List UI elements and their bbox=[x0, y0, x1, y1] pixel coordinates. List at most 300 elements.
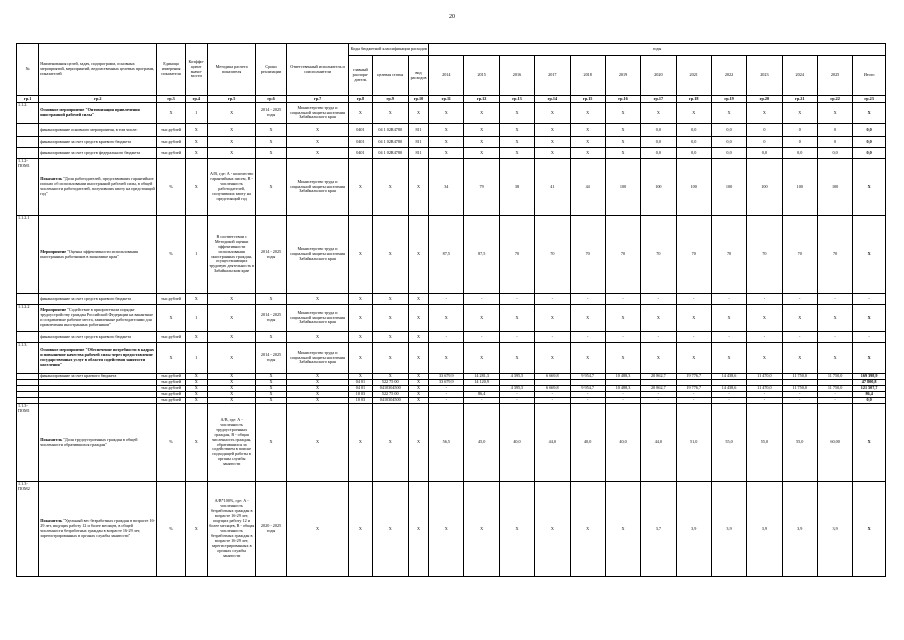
row-unit: % bbox=[157, 404, 185, 482]
row-kbk-vr: Х bbox=[408, 159, 428, 216]
row-method: Х bbox=[207, 124, 255, 137]
row-responsible: Х bbox=[286, 482, 349, 577]
row-kbk-vr: 811 bbox=[408, 137, 428, 148]
row-year-value: Х bbox=[641, 343, 676, 374]
header-unit: Единица измерения показателя bbox=[157, 44, 185, 96]
row-kbk-vr: Х bbox=[408, 392, 428, 398]
row-year-value: 100 bbox=[747, 159, 782, 216]
row-year-value: - bbox=[570, 332, 605, 343]
row-year-value: 0,0 bbox=[641, 137, 676, 148]
row-unit: тыс.рублей bbox=[157, 380, 185, 386]
row-responsible: Х bbox=[286, 398, 349, 404]
row-year-value: 20 862,7 bbox=[641, 386, 676, 392]
row-year-value: 11 750,0 bbox=[782, 386, 817, 392]
row-coef: Х bbox=[185, 398, 207, 404]
row-number bbox=[17, 148, 39, 159]
row-year-value: Х bbox=[711, 103, 746, 124]
row-year-value: - bbox=[711, 294, 746, 305]
row-year-value: - bbox=[429, 294, 464, 305]
row-year-value: 4 395,5 bbox=[499, 374, 534, 380]
row-year-value: 0,0 bbox=[676, 137, 711, 148]
header-year: 2016 bbox=[499, 56, 534, 96]
row-kbk-cs: Х bbox=[372, 374, 408, 380]
header-year: 2025 bbox=[817, 56, 852, 96]
row-year-value: - bbox=[711, 332, 746, 343]
row-year-value: Х bbox=[747, 343, 782, 374]
row-year-value: 0 bbox=[817, 124, 852, 137]
row-year-value: - bbox=[817, 398, 852, 404]
row-year-value: Х bbox=[570, 137, 605, 148]
header-kbk-cs: целевая статья bbox=[372, 56, 408, 96]
row-year-value: Х bbox=[429, 482, 464, 577]
row-year-value: 87,5 bbox=[429, 216, 464, 294]
column-number: гр.11 bbox=[429, 96, 464, 103]
row-method: Х bbox=[207, 398, 255, 404]
row-name-text: финансирование основного мероприятия, в том числе: bbox=[40, 126, 138, 132]
row-total: 169 398,9 bbox=[853, 374, 886, 380]
row-period: 2014 - 2025 годы bbox=[256, 305, 286, 332]
row-year-value: Х bbox=[499, 305, 534, 332]
row-number: 1.1.3-ПОМ2 bbox=[17, 482, 39, 577]
row-number: 1.1.3. bbox=[17, 343, 39, 374]
column-number: гр.2 bbox=[39, 96, 157, 103]
row-year-value: - bbox=[499, 398, 534, 404]
row-year-value: Х bbox=[817, 343, 852, 374]
row-year-value: 70 bbox=[535, 216, 570, 294]
row-year-value: 0,0 bbox=[676, 148, 711, 159]
row-name-bold: Показатель bbox=[40, 518, 63, 524]
row-year-value: 0 bbox=[817, 137, 852, 148]
row-year-value: 100 bbox=[817, 159, 852, 216]
column-number: гр.21 bbox=[782, 96, 817, 103]
header-year: 2020 bbox=[641, 56, 676, 96]
row-kbk-cs: 04 1 02R4780 bbox=[372, 148, 408, 159]
row-year-value: Х bbox=[535, 124, 570, 137]
row-unit: тыс.рублей bbox=[157, 124, 185, 137]
row-name bbox=[39, 137, 157, 148]
column-number: гр.14 bbox=[535, 96, 570, 103]
row-method: Х bbox=[207, 294, 255, 305]
row-year-value: - bbox=[676, 392, 711, 398]
row-year-value: 9 954,7 bbox=[570, 386, 605, 392]
row-year-value: Х bbox=[464, 343, 499, 374]
row-total: 121 507,7 bbox=[853, 386, 886, 392]
row-year-value: Х bbox=[711, 343, 746, 374]
row-name bbox=[39, 148, 157, 159]
header-year: 2021 bbox=[676, 56, 711, 96]
table-row bbox=[17, 216, 886, 294]
row-year-value: Х bbox=[464, 137, 499, 148]
column-number: гр.4 bbox=[185, 96, 207, 103]
header-year: 2023 bbox=[747, 56, 782, 96]
row-responsible: Х bbox=[286, 404, 349, 482]
row-kbk-cs: 0410304500 bbox=[372, 398, 408, 404]
column-number: гр.7 bbox=[286, 96, 349, 103]
row-year-value: Х bbox=[570, 148, 605, 159]
row-year-value: 0,0 bbox=[641, 124, 676, 137]
row-year-value: 100 bbox=[676, 159, 711, 216]
row-year-value: - bbox=[641, 398, 676, 404]
row-year-value: Х bbox=[429, 343, 464, 374]
row-year-value: Х bbox=[782, 103, 817, 124]
row-kbk-gr: Х bbox=[349, 343, 372, 374]
row-kbk-gr: Х bbox=[349, 482, 372, 577]
row-total: Х bbox=[853, 305, 886, 332]
row-year-value: - bbox=[535, 294, 570, 305]
row-responsible: Х bbox=[286, 332, 349, 343]
row-total: 0,0 bbox=[853, 124, 886, 137]
row-year-value: 60,00 bbox=[817, 404, 852, 482]
row-name bbox=[39, 404, 157, 482]
table-body bbox=[17, 103, 886, 577]
row-unit: тыс.рублей bbox=[157, 332, 185, 343]
header-year: 2018 bbox=[570, 56, 605, 96]
row-total: 86,4 bbox=[853, 392, 886, 398]
row-year-value: - bbox=[747, 392, 782, 398]
row-year-value: Х bbox=[499, 148, 534, 159]
row-name-text: финансирование за счет средств краевого бюджета bbox=[40, 138, 131, 144]
row-year-value: 44,0 bbox=[641, 404, 676, 482]
row-year-value: 0,0 bbox=[711, 148, 746, 159]
row-year-value: Х bbox=[464, 305, 499, 332]
column-number: гр.13 bbox=[499, 96, 534, 103]
row-year-value: Х bbox=[464, 124, 499, 137]
row-total: Х bbox=[853, 482, 886, 577]
row-method: Х bbox=[207, 343, 255, 374]
row-year-value: Х bbox=[605, 482, 640, 577]
row-kbk-cs: Х bbox=[372, 216, 408, 294]
row-year-value: Х bbox=[570, 305, 605, 332]
row-number: 1.1.2.1 bbox=[17, 216, 39, 294]
row-year-value: - bbox=[499, 332, 534, 343]
row-year-value: Х bbox=[747, 305, 782, 332]
row-coef: Х bbox=[185, 380, 207, 386]
row-year-value: Х bbox=[429, 305, 464, 332]
row-year-value: 0,0 bbox=[711, 124, 746, 137]
row-kbk-gr: 0401 bbox=[349, 124, 372, 137]
row-unit: тыс.рублей bbox=[157, 137, 185, 148]
row-kbk-cs: 522 75 00 bbox=[372, 392, 408, 398]
row-unit: тыс.рублей bbox=[157, 374, 185, 380]
row-period: 2020 - 2025 годы bbox=[256, 482, 286, 577]
header-coef: Коэффи-циент значи-мости bbox=[185, 44, 207, 96]
row-year-value: Х bbox=[570, 343, 605, 374]
header-year: 2017 bbox=[535, 56, 570, 96]
header-year: 2019 bbox=[605, 56, 640, 96]
row-coef: Х bbox=[185, 294, 207, 305]
row-kbk-cs: Х bbox=[372, 404, 408, 482]
row-coef: Х bbox=[185, 148, 207, 159]
row-year-value: Х bbox=[570, 103, 605, 124]
row-period: Х bbox=[256, 159, 286, 216]
row-kbk-cs: Х bbox=[372, 294, 408, 305]
row-year-value: 0,0 bbox=[711, 137, 746, 148]
row-year-value: 3,9 bbox=[782, 482, 817, 577]
row-coef: Х bbox=[185, 392, 207, 398]
row-year-value: Х bbox=[605, 343, 640, 374]
row-year-value: - bbox=[676, 332, 711, 343]
row-method: Х bbox=[207, 103, 255, 124]
row-name bbox=[39, 305, 157, 332]
row-year-value: Х bbox=[535, 482, 570, 577]
row-year-value: 11 750,0 bbox=[817, 374, 852, 380]
row-year-value: 33 679,9 bbox=[429, 380, 464, 386]
row-year-value: - bbox=[499, 294, 534, 305]
row-year-value: Х bbox=[676, 343, 711, 374]
row-year-value: - bbox=[782, 294, 817, 305]
row-total: 0,0 bbox=[853, 398, 886, 404]
row-kbk-vr: Х bbox=[408, 103, 428, 124]
row-year-value: 0,0 bbox=[817, 148, 852, 159]
row-year-value: 56,5 bbox=[429, 404, 464, 482]
row-year-value: 40,0 bbox=[499, 404, 534, 482]
row-year-value: 0,0 bbox=[676, 124, 711, 137]
row-unit: тыс.рублей bbox=[157, 386, 185, 392]
row-year-value: - bbox=[535, 392, 570, 398]
row-kbk-gr: Х bbox=[349, 305, 372, 332]
row-total: Х bbox=[853, 404, 886, 482]
row-year-value: Х bbox=[429, 124, 464, 137]
row-name-bold: Основное мероприятие "Обеспечение потребности в кадрах и повышение качества рабочей силы через предоставление государственных услуг в области содействия занятости населения" bbox=[40, 347, 154, 367]
row-kbk-gr: Х bbox=[349, 332, 372, 343]
row-year-value: 10 488,3 bbox=[605, 374, 640, 380]
row-year-value: - bbox=[464, 398, 499, 404]
row-year-value: - bbox=[676, 398, 711, 404]
row-responsible: Х bbox=[286, 374, 349, 380]
row-unit: Х bbox=[157, 103, 185, 124]
row-kbk-vr: Х bbox=[408, 374, 428, 380]
row-number bbox=[17, 332, 39, 343]
row-year-value: 70 bbox=[747, 216, 782, 294]
row-year-value: - bbox=[817, 392, 852, 398]
row-method: А/В, где: А - численность трудоустроенных граждан, В - общая численность граждан, обратившихся за содействием в поиске подходящей работы в органы службы занятости bbox=[207, 404, 255, 482]
row-total: 47 800,8 bbox=[853, 380, 886, 386]
table-row bbox=[17, 343, 886, 374]
row-coef: 1 bbox=[185, 216, 207, 294]
row-kbk-gr: 04 01 bbox=[349, 386, 372, 392]
row-year-value: 70 bbox=[641, 216, 676, 294]
row-year-value: 79 bbox=[464, 159, 499, 216]
row-name bbox=[39, 124, 157, 137]
row-year-value: Х bbox=[605, 305, 640, 332]
row-name-text: "Доля работодателей, представивших гарантийное письмо об использовании иностранной рабочей силы, в общей численности работодателей, получивших квоту на предстоящий год" bbox=[40, 176, 155, 196]
row-kbk-vr: Х bbox=[408, 386, 428, 392]
column-number: гр.6 bbox=[256, 96, 286, 103]
row-kbk-vr: Х bbox=[408, 343, 428, 374]
row-number bbox=[17, 294, 39, 305]
row-kbk-vr: Х bbox=[408, 482, 428, 577]
row-period: Х bbox=[256, 380, 286, 386]
column-number: гр.18 bbox=[676, 96, 711, 103]
row-period: Х bbox=[256, 374, 286, 380]
row-year-value: Х bbox=[641, 305, 676, 332]
row-year-value: Х bbox=[499, 343, 534, 374]
row-year-value: 14 120,9 bbox=[464, 380, 499, 386]
column-numbers-row bbox=[17, 96, 886, 103]
table-row bbox=[17, 482, 886, 577]
row-year-value: 19 776,7 bbox=[676, 386, 711, 392]
row-year-value: Х bbox=[535, 103, 570, 124]
row-period: Х bbox=[256, 386, 286, 392]
row-unit: тыс.рублей bbox=[157, 398, 185, 404]
row-year-value: - bbox=[429, 398, 464, 404]
row-responsible: Х bbox=[286, 392, 349, 398]
row-period: Х bbox=[256, 398, 286, 404]
row-year-value: Х bbox=[676, 305, 711, 332]
row-kbk-vr: Х bbox=[408, 404, 428, 482]
row-year-value: 40,0 bbox=[605, 404, 640, 482]
row-kbk-cs: Х bbox=[372, 343, 408, 374]
row-kbk-gr: 0401 bbox=[349, 137, 372, 148]
row-year-value: - bbox=[641, 332, 676, 343]
row-kbk-gr: 10 03 bbox=[349, 392, 372, 398]
row-kbk-vr: Х bbox=[408, 216, 428, 294]
row-year-value: 3,9 bbox=[676, 482, 711, 577]
row-year-value: Х bbox=[535, 343, 570, 374]
row-unit: % bbox=[157, 216, 185, 294]
row-responsible: Х bbox=[286, 386, 349, 392]
row-year-value: 51,0 bbox=[676, 404, 711, 482]
row-kbk-cs: Х bbox=[372, 103, 408, 124]
row-year-value: Х bbox=[570, 124, 605, 137]
row-name-bold: Мероприятие bbox=[40, 307, 67, 313]
row-year-value: - bbox=[747, 294, 782, 305]
row-kbk-gr: Х bbox=[349, 216, 372, 294]
row-kbk-vr: 811 bbox=[408, 148, 428, 159]
header-period: Сроки реализации bbox=[256, 44, 286, 96]
row-total: Х bbox=[853, 103, 886, 124]
row-year-value: - bbox=[711, 392, 746, 398]
row-year-value: 55,0 bbox=[747, 404, 782, 482]
row-year-value: - bbox=[747, 332, 782, 343]
row-kbk-vr: Х bbox=[408, 380, 428, 386]
row-name-text: "Удельный вес безработных граждан в возрасте 16-29 лет, ищущих работу 12 и более месяцев, в общей численности безработных граждан в возрасте 16-29 лет, зарегистрированных в органах службы занятости" bbox=[40, 518, 155, 538]
row-year-value: Х bbox=[605, 124, 640, 137]
row-coef: Х bbox=[185, 374, 207, 380]
row-year-value: Х bbox=[499, 103, 534, 124]
row-year-value: 9 954,7 bbox=[570, 374, 605, 380]
row-period: Х bbox=[256, 294, 286, 305]
row-year-value: - bbox=[429, 386, 464, 392]
row-year-value: 70 bbox=[782, 216, 817, 294]
header-kbk-gr: главный распоря-дитель bbox=[349, 56, 372, 96]
row-year-value: Х bbox=[711, 305, 746, 332]
row-kbk-cs: Х bbox=[372, 159, 408, 216]
row-unit: Х bbox=[157, 343, 185, 374]
row-year-value: - bbox=[711, 398, 746, 404]
row-responsible: Х bbox=[286, 124, 349, 137]
row-year-value: 86,4 bbox=[464, 392, 499, 398]
row-name bbox=[39, 103, 157, 124]
row-coef: 1 bbox=[185, 103, 207, 124]
table-row bbox=[17, 103, 886, 124]
row-year-value: Х bbox=[570, 482, 605, 577]
row-name-text: финансирование за счет средств краевого бюджета bbox=[40, 333, 131, 339]
row-total: 0,0 bbox=[853, 137, 886, 148]
row-unit: тыс.рублей bbox=[157, 294, 185, 305]
row-period: Х bbox=[256, 404, 286, 482]
row-year-value: 40,0 bbox=[570, 404, 605, 482]
row-name-bold: Показатель bbox=[40, 176, 63, 182]
row-coef: Х bbox=[185, 159, 207, 216]
row-method: Х bbox=[207, 148, 255, 159]
row-responsible: Министерство труда и социальной защиты населения Забайкальского края bbox=[286, 305, 349, 332]
row-kbk-gr: Х bbox=[349, 294, 372, 305]
column-number: гр.10 bbox=[408, 96, 428, 103]
row-year-value: 0 bbox=[782, 137, 817, 148]
row-kbk-gr: Х bbox=[349, 374, 372, 380]
row-number bbox=[17, 137, 39, 148]
column-number: гр.9 bbox=[372, 96, 408, 103]
table-row bbox=[17, 124, 886, 137]
row-year-value: 3,9 bbox=[747, 482, 782, 577]
row-year-value: 55,0 bbox=[782, 404, 817, 482]
row-year-value: - bbox=[429, 332, 464, 343]
row-kbk-vr: 811 bbox=[408, 124, 428, 137]
row-method: Х bbox=[207, 374, 255, 380]
row-year-value: 11 470,0 bbox=[747, 386, 782, 392]
row-year-value: - bbox=[499, 392, 534, 398]
row-year-value: Х bbox=[817, 103, 852, 124]
row-year-value: Х bbox=[464, 148, 499, 159]
row-year-value: 45,0 bbox=[464, 404, 499, 482]
row-kbk-gr: 04 01 bbox=[349, 380, 372, 386]
row-year-value: 11 750,0 bbox=[782, 374, 817, 380]
row-responsible: Х bbox=[286, 148, 349, 159]
row-year-value: - bbox=[535, 398, 570, 404]
row-total: - bbox=[853, 294, 886, 305]
row-year-value: - bbox=[464, 294, 499, 305]
row-year-value: - bbox=[817, 332, 852, 343]
table-row bbox=[17, 148, 886, 159]
row-year-value: Х bbox=[535, 305, 570, 332]
row-year-value: - bbox=[429, 392, 464, 398]
table-row bbox=[17, 294, 886, 305]
row-method: Х bbox=[207, 380, 255, 386]
column-number: гр.19 bbox=[711, 96, 746, 103]
row-year-value: Х bbox=[782, 305, 817, 332]
row-year-value: - bbox=[641, 392, 676, 398]
header-year: 2014 bbox=[429, 56, 464, 96]
row-year-value: 14 438,6 bbox=[711, 374, 746, 380]
row-method: Х bbox=[207, 386, 255, 392]
table-header bbox=[17, 44, 886, 103]
row-period: 2014 - 2025 годы bbox=[256, 103, 286, 124]
row-period: 2014 - 2025 годы bbox=[256, 216, 286, 294]
row-kbk-cs: Х bbox=[372, 305, 408, 332]
row-kbk-gr: Х bbox=[349, 404, 372, 482]
row-responsible: Х bbox=[286, 294, 349, 305]
row-name-bold: Показатель bbox=[40, 436, 63, 442]
row-year-value: Х bbox=[782, 343, 817, 374]
row-year-value: Х bbox=[605, 148, 640, 159]
row-responsible: Х bbox=[286, 137, 349, 148]
row-year-value: Х bbox=[429, 137, 464, 148]
row-year-value: 0 bbox=[782, 124, 817, 137]
row-name bbox=[39, 216, 157, 294]
row-method: А/В, где: А - количество гарантийных писем, В - численность работодателей, получивших квоту на предстоящий год bbox=[207, 159, 255, 216]
row-kbk-vr: Х bbox=[408, 305, 428, 332]
row-coef: Х bbox=[185, 137, 207, 148]
row-kbk-vr: Х bbox=[408, 398, 428, 404]
row-year-value: - bbox=[782, 332, 817, 343]
row-year-value: - bbox=[570, 294, 605, 305]
row-year-value: - bbox=[817, 294, 852, 305]
row-year-value: 34 bbox=[429, 159, 464, 216]
row-period: 2014 - 2025 годы bbox=[256, 343, 286, 374]
header-method: Методика расчета показателя bbox=[207, 44, 255, 96]
row-number: 1.1.2.2 bbox=[17, 305, 39, 332]
